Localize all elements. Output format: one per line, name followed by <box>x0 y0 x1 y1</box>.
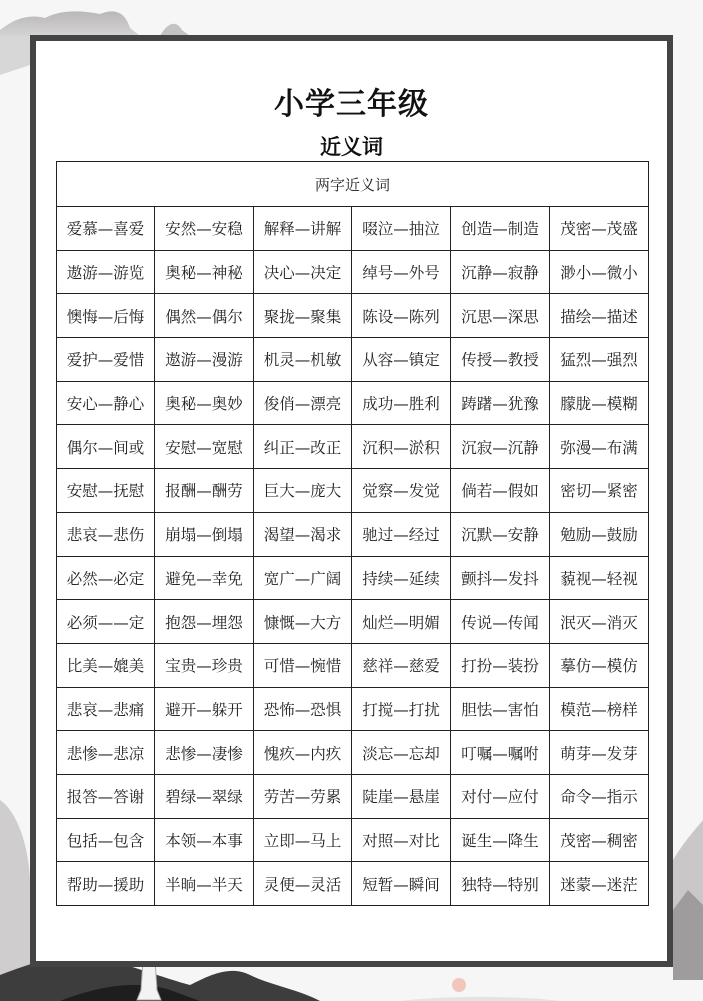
synonym-pair-cell: 崩塌—倒塌 <box>155 512 254 556</box>
synonym-pair-cell: 倘若—假如 <box>451 469 550 513</box>
synonym-pair-cell: 成功—胜利 <box>352 381 451 425</box>
synonym-pair-cell: 碧绿—翠绿 <box>155 774 254 818</box>
synonym-pair-cell: 打搅—打扰 <box>352 687 451 731</box>
synonym-pair-cell: 胆怯—害怕 <box>451 687 550 731</box>
synonym-pair-cell: 模范—榜样 <box>550 687 649 731</box>
table-row <box>57 294 649 338</box>
synonym-pair-cell: 机灵—机敏 <box>254 338 352 382</box>
synonym-pair-cell: 绰号—外号 <box>352 250 451 294</box>
synonym-pair-cell: 悲哀—悲伤 <box>57 512 155 556</box>
synonym-pair-cell: 爱慕—喜爱 <box>57 207 155 251</box>
synonym-pair-cell: 奥秘—神秘 <box>155 250 254 294</box>
table-row <box>57 600 649 644</box>
synonym-pair-cell: 决心—决定 <box>254 250 352 294</box>
table-row <box>57 338 649 382</box>
synonym-pair-cell: 沉积—淤积 <box>352 425 451 469</box>
synonym-pair-cell: 茂密—稠密 <box>550 818 649 862</box>
synonym-pair-cell: 慷慨—大方 <box>254 600 352 644</box>
synonym-pair-cell: 藐视—轻视 <box>550 556 649 600</box>
synonym-pair-cell: 传说—传闻 <box>451 600 550 644</box>
synonym-pair-cell: 灿烂—明媚 <box>352 600 451 644</box>
table-header-row <box>57 162 649 207</box>
synonym-pair-cell: 懊悔—后悔 <box>57 294 155 338</box>
synonym-pair-cell: 迷蒙—迷茫 <box>550 862 649 906</box>
synonym-pair-cell: 遨游—游览 <box>57 250 155 294</box>
synonym-pair-cell: 巨大—庞大 <box>254 469 352 513</box>
table-row <box>57 556 649 600</box>
synonym-pair-cell: 俊俏—漂亮 <box>254 381 352 425</box>
table-row <box>57 250 649 294</box>
synonym-pair-cell: 描绘—描述 <box>550 294 649 338</box>
synonym-pair-cell: 沉静—寂静 <box>451 250 550 294</box>
table-row <box>57 469 649 513</box>
synonym-pair-cell: 比美—媲美 <box>57 643 155 687</box>
table-row <box>57 687 649 731</box>
synonym-pair-cell: 解释—讲解 <box>254 207 352 251</box>
synonym-pair-cell: 诞生—降生 <box>451 818 550 862</box>
table-row <box>57 774 649 818</box>
table-row <box>57 862 649 906</box>
synonym-pair-cell: 恐怖—恐惧 <box>254 687 352 731</box>
synonym-pair-cell: 纠正—改正 <box>254 425 352 469</box>
table-row <box>57 512 649 556</box>
synonym-pair-cell: 命令—指示 <box>550 774 649 818</box>
synonym-pair-cell: 帮助—援助 <box>57 862 155 906</box>
synonym-pair-cell: 报酬—酬劳 <box>155 469 254 513</box>
table-header: 两字近义词 <box>57 162 649 207</box>
synonym-pair-cell: 密切—紧密 <box>550 469 649 513</box>
synonym-pair-cell: 可惜—惋惜 <box>254 643 352 687</box>
synonym-pair-cell: 避开—躲开 <box>155 687 254 731</box>
synonym-pair-cell: 宽广—广阔 <box>254 556 352 600</box>
synonym-pair-cell: 愧疚—内疚 <box>254 731 352 775</box>
synonym-pair-cell: 打扮—装扮 <box>451 643 550 687</box>
synonym-pair-cell: 沉默—安静 <box>451 512 550 556</box>
synonym-pair-cell: 短暂—瞬间 <box>352 862 451 906</box>
synonym-pair-cell: 奥秘—奥妙 <box>155 381 254 425</box>
synonym-pair-cell: 抱怨—埋怨 <box>155 600 254 644</box>
synonym-pair-cell: 从容—镇定 <box>352 338 451 382</box>
synonym-pair-cell: 驰过—经过 <box>352 512 451 556</box>
table-row <box>57 381 649 425</box>
table-row <box>57 731 649 775</box>
synonym-pair-cell: 沉思—深思 <box>451 294 550 338</box>
synonym-pair-cell: 安然—安稳 <box>155 207 254 251</box>
synonym-pair-cell: 对付—应付 <box>451 774 550 818</box>
synonyms-table <box>56 161 649 906</box>
table-row <box>57 818 649 862</box>
synonym-pair-cell: 宝贵—珍贵 <box>155 643 254 687</box>
table-body <box>57 207 649 906</box>
table-row <box>57 643 649 687</box>
synonym-pair-cell: 持续—延续 <box>352 556 451 600</box>
synonym-pair-cell: 传授—教授 <box>451 338 550 382</box>
synonym-pair-cell: 啜泣—抽泣 <box>352 207 451 251</box>
synonym-pair-cell: 本领—本事 <box>155 818 254 862</box>
synonym-pair-cell: 悲惨—悲凉 <box>57 731 155 775</box>
synonym-pair-cell: 聚拢—聚集 <box>254 294 352 338</box>
synonym-pair-cell: 陡崖—悬崖 <box>352 774 451 818</box>
synonym-pair-cell: 朦胧—模糊 <box>550 381 649 425</box>
synonym-pair-cell: 必然—必定 <box>57 556 155 600</box>
synonym-pair-cell: 摹仿—模仿 <box>550 643 649 687</box>
synonym-pair-cell: 偶尔—间或 <box>57 425 155 469</box>
synonym-pair-cell: 慈祥—慈爱 <box>352 643 451 687</box>
synonym-pair-cell: 报答—答谢 <box>57 774 155 818</box>
synonym-pair-cell: 悲惨—凄惨 <box>155 731 254 775</box>
synonym-pair-cell: 萌芽—发芽 <box>550 731 649 775</box>
synonym-pair-cell: 安慰—宽慰 <box>155 425 254 469</box>
synonym-pair-cell: 对照—对比 <box>352 818 451 862</box>
synonym-pair-cell: 独特—特别 <box>451 862 550 906</box>
worksheet-frame <box>30 35 673 967</box>
synonym-pair-cell: 弥漫—布满 <box>550 425 649 469</box>
table-row <box>57 207 649 251</box>
synonym-pair-cell: 立即—马上 <box>254 818 352 862</box>
synonym-pair-cell: 必须——定 <box>57 600 155 644</box>
synonym-pair-cell: 包括—包含 <box>57 818 155 862</box>
synonym-pair-cell: 觉察—发觉 <box>352 469 451 513</box>
synonym-pair-cell: 半晌—半天 <box>155 862 254 906</box>
synonym-pair-cell: 颤抖—发抖 <box>451 556 550 600</box>
synonym-pair-cell: 渺小—微小 <box>550 250 649 294</box>
synonym-pair-cell: 爱护—爱惜 <box>57 338 155 382</box>
synonym-pair-cell: 勉励—鼓励 <box>550 512 649 556</box>
synonym-pair-cell: 避免—幸免 <box>155 556 254 600</box>
synonym-pair-cell: 安慰—抚慰 <box>57 469 155 513</box>
synonym-pair-cell: 偶然—偶尔 <box>155 294 254 338</box>
synonym-pair-cell: 淡忘—忘却 <box>352 731 451 775</box>
page-subtitle: 近义词 <box>320 135 383 159</box>
page-title: 小学三年级 <box>274 87 429 122</box>
synonym-pair-cell: 猛烈—强烈 <box>550 338 649 382</box>
synonym-pair-cell: 安心—静心 <box>57 381 155 425</box>
synonym-pair-cell: 劳苦—劳累 <box>254 774 352 818</box>
synonym-pair-cell: 泯灭—消灭 <box>550 600 649 644</box>
synonym-pair-cell: 灵便—灵活 <box>254 862 352 906</box>
synonym-pair-cell: 悲哀—悲痛 <box>57 687 155 731</box>
synonym-pair-cell: 茂密—茂盛 <box>550 207 649 251</box>
table-row <box>57 425 649 469</box>
synonym-pair-cell: 渴望—渴求 <box>254 512 352 556</box>
synonym-pair-cell: 踌躇—犹豫 <box>451 381 550 425</box>
synonym-pair-cell: 陈设—陈列 <box>352 294 451 338</box>
synonym-pair-cell: 遨游—漫游 <box>155 338 254 382</box>
synonym-pair-cell: 叮嘱—嘱咐 <box>451 731 550 775</box>
synonym-pair-cell: 创造—制造 <box>451 207 550 251</box>
synonym-pair-cell: 沉寂—沉静 <box>451 425 550 469</box>
red-sun-decoration <box>452 978 466 992</box>
